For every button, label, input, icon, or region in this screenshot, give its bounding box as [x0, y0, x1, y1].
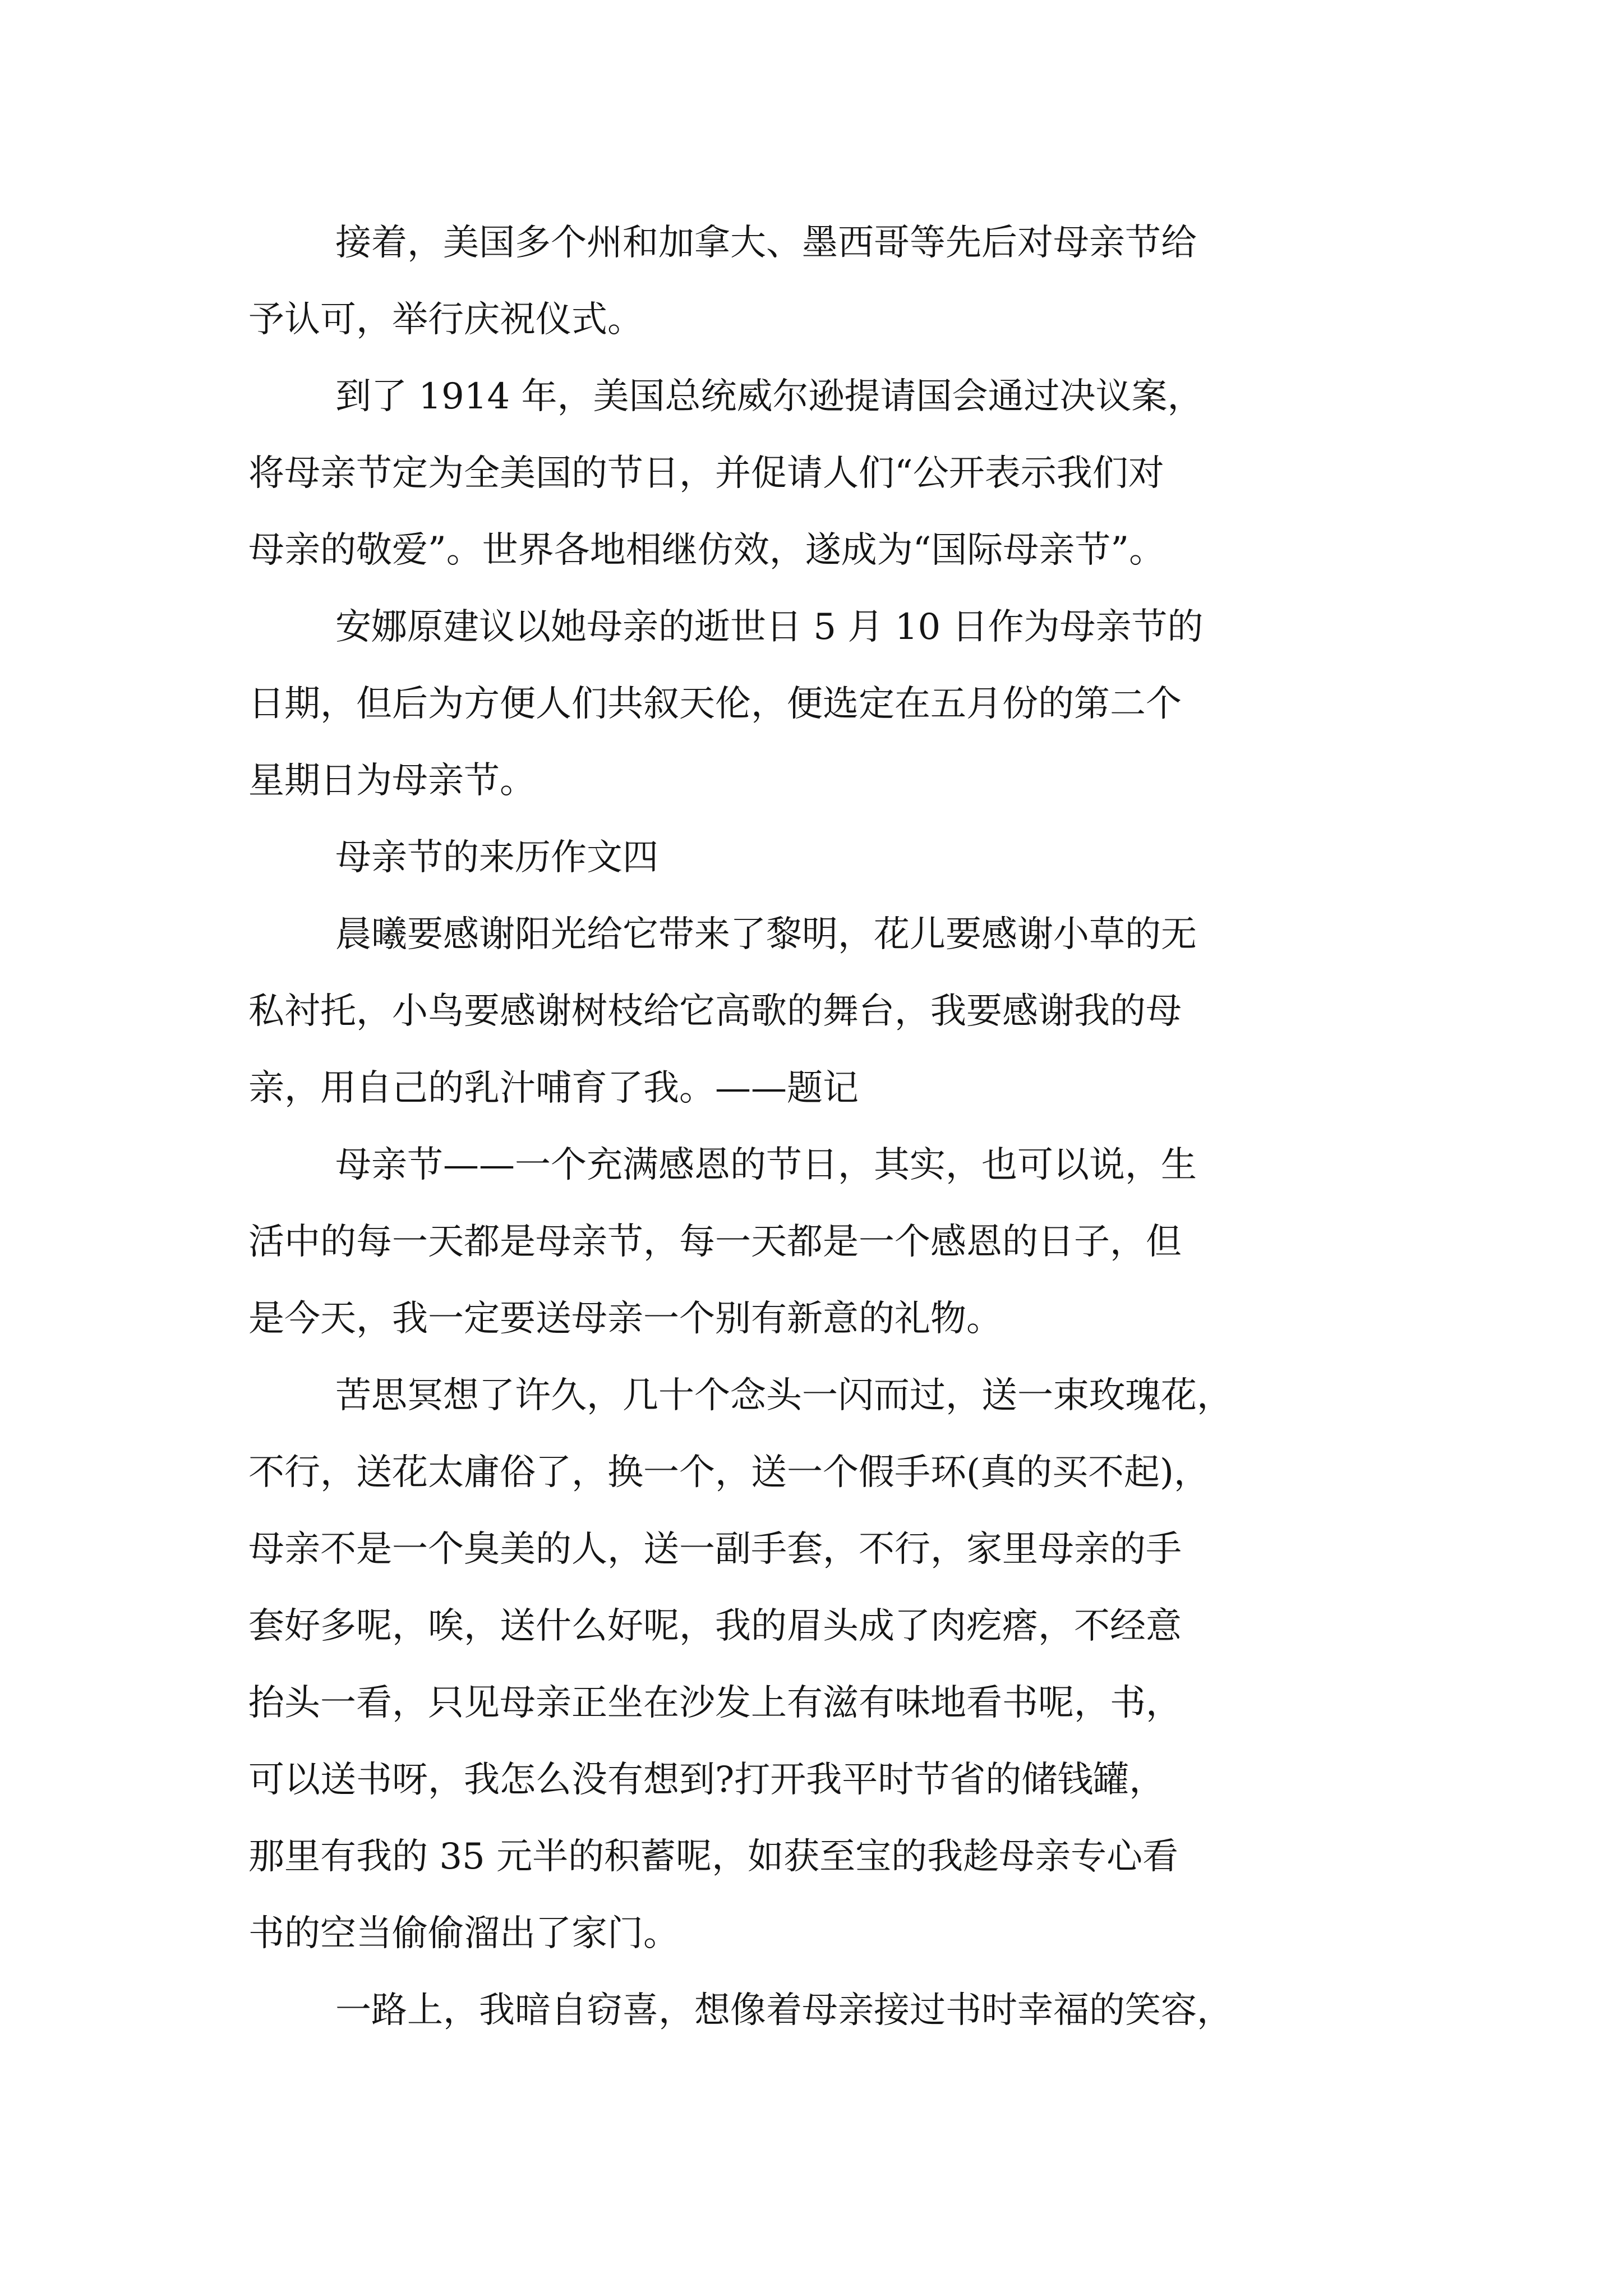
text-line: 不行，送花太庸俗了，换一个，送一个假手环(真的买不起)， [248, 1452, 1210, 1493]
text-line: 母亲节——一个充满感恩的节日，其实，也可以说，生 [335, 1144, 1197, 1186]
text-line: 接着，美国多个州和加拿大、墨西哥等先后对母亲节给 [335, 222, 1197, 264]
text-line: 一路上，我暗自窃喜，想像着母亲接过书时幸福的笑容， [335, 1990, 1233, 2031]
text-line: 可以送书呀，我怎么没有想到?打开我平时节省的储钱罐， [248, 1759, 1165, 1801]
text-line: 私衬托，小鸟要感谢树枝给它高歌的舞台，我要感谢我的母 [248, 991, 1182, 1032]
text-line: 套好多呢，唉，送什么好呢，我的眉头成了肉疙瘩，不经意 [248, 1605, 1182, 1647]
text-line: 安娜原建议以她母亲的逝世日 5 月 10 日作为母亲节的 [335, 606, 1204, 648]
text-line: 日期，但后为方便人们共叙天伦，便选定在五月份的第二个 [248, 683, 1182, 725]
text-line: 母亲不是一个臭美的人，送一副手套，不行，家里母亲的手 [248, 1529, 1182, 1570]
text-line: 亲，用自己的乳汁哺育了我。——题记 [248, 1068, 859, 1109]
text-line: 是今天，我一定要送母亲一个别有新意的礼物。 [248, 1298, 1002, 1340]
text-line: 予认可，举行庆祝仪式。 [248, 299, 643, 341]
text-line: 苦思冥想了许久，几十个念头一闪而过，送一束玫瑰花， [335, 1375, 1233, 1416]
text-line: 将母亲节定为全美国的节日，并促请人们“公开表示我们对 [248, 453, 1164, 494]
text-line: 书的空当偷偷溜出了家门。 [248, 1913, 679, 1954]
text-line: 到了 1914 年，美国总统威尔逊提请国会通过决议案， [335, 376, 1204, 417]
text-line: 母亲的敬爱”。世界各地相继仿效，遂成为“国际母亲节”。 [248, 530, 1165, 571]
text-line: 那里有我的 35 元半的积蓄呢，如获至宝的我趁母亲专心看 [248, 1836, 1179, 1878]
text-line: 抬头一看，只见母亲正坐在沙发上有滋有味地看书呢，书， [248, 1682, 1182, 1724]
text-line: 星期日为母亲节。 [248, 760, 536, 802]
section-heading: 母亲节的来历作文四 [335, 837, 658, 878]
text-line: 晨曦要感谢阳光给它带来了黎明，花儿要感谢小草的无 [335, 914, 1197, 955]
text-line: 活中的每一天都是母亲节，每一天都是一个感恩的日子，但 [248, 1221, 1182, 1263]
